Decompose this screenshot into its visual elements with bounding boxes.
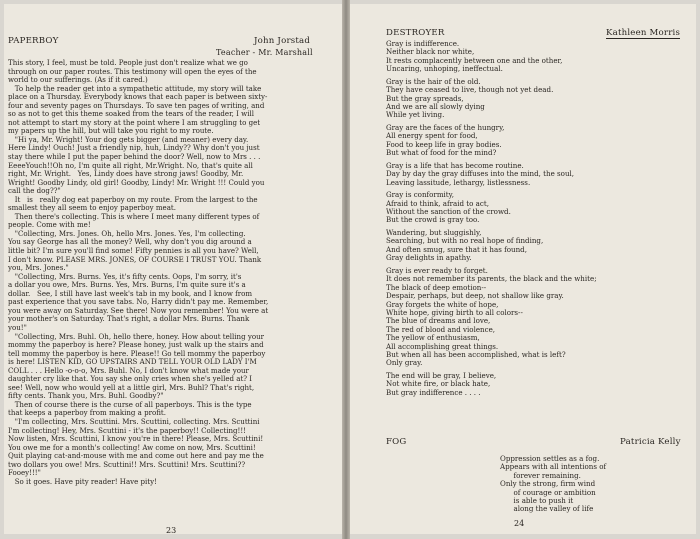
stanza: Gray is the hair of the old. They have ceased to live, though not yet dead. But the gray spreads, And we are all slowly dying While yet living. (386, 76, 554, 120)
left-page (4, 4, 342, 534)
stanza: Wandering, but sluggishly, Searching, but with no real hope of finding, And often smug, sure that it has found, Gray delights in apathy. (386, 228, 544, 263)
stanza: Gray is ever ready to forget. It does not remember its parents, the black and the white; The black of deep emotion-- Despair, perhaps, but deep, not shallow like gray. Gray forgets the white of hope, White hope, giving birth to all colors-- The blue of dreams and love, The red of blood and violence, The yellow of enthusiasm, All accomplishing great things. But when all has been accomplished, what is left? Only gray. (386, 265, 597, 368)
stanza: Gray are the faces of the hungry, All energy spent for food, Food to keep life in gray bodies. But what of food for the mind? (386, 123, 505, 158)
story-dedication: Teacher - Mr. Marshall (216, 48, 313, 57)
poem-destroyer-author: Kathleen Morris (606, 28, 681, 38)
story-body: This story, I feel, must be told. People just don't realize what we go through on our paper routes. This testimony will open the eyes of the world to our sufferings. (As if it cared.) To help the reader get into a sympathetic attitude, my story will take place on a Thursday. Everybody knows that each paper is between sixty- four and seventy pages on Thursdays. To save ten pages of writing, and so as not to get this theme soaked from the tears of the reader, I will not attempt to start my story at the point where I am struggling to get my papers up the hill, but will take you right to my route. "Hi ya, Mr. Wright! Your dog gets bigger (and meaner) every day. Here Lindy! Ouch! Just a friendly nip, huh, Lindy?? Why don't you just stay there while I put the paper behind the door? Well, now to Mrs . . . EeeeYouch!!Oh no, I'm quite all right, Mr.Wright. No, that's quite all right, Mr. Wright. Yes, Lindy does have strong jaws! Goodby, Mr. Wright! Goodby Lindy, old girl! Goodby, Lindy! Mr. Wright !!! Could you call the dog??" It is really dog eat paperboy on my route. From the largest to the smallest they all seem to enjoy paperboy meat. Then there's collecting. This is where I meet many different types of people. Come with me! "Collecting, Mrs. Jones. Oh, hello Mrs. Jones. Yes, I'm collecting. You say George has all the money? Well, why don't you dig around a little bit? I'm sure you'll find some! Fifty pennies is all you have? Well, I don't know. PLEASE MRS. JONES, OF COURSE I TRUST YOU. Thank you, Mrs. Jones." "Collecting, Mrs. Burns. Yes, it's fifty cents. Oops, I'm sorry, it's a dollar you owe, Mrs. Burns. Yes, Mrs. Burns, I'm quite sure it's a dollar. See, I still have last week's tab in my book, and I know from past experience that you save tabs. No, Harry didn't pay me. Remember, you were away on Saturday. See there! Now you remember! You were at your mother's on Saturday. That's right, a dollar Mrs. Burns. Thank you!" "Collecting, Mrs. Buhl. Oh, hello there, honey. How about telling your mommy the paperboy is here? Please honey, just walk up the stairs and tell mommy the paperboy is here. Please!! Go tell mommy the paperboy is here! LISTEN KID, GO UPSTAIRS AND TELL YOUR OLD LADY I'M COLL . . . Hello -o-o-o, Mrs. Buhl. No, I don't know what made your daughter cry like that. You say she only cries when she's yelled at? I see! Well, now who would yell at a little girl, Mrs. Buhl? That's right, fifty cents. Thank you, Mrs. Buhl. Goodby?" Then of course there is the curse of all paperboys. This is the type that keeps a paperboy from making a profit. "I'm collecting, Mrs. Scuttini. Mrs. Scuttini, collecting. Mrs. Scuttini I'm collecting! Hey, Mrs. Scuttini - it's the paperboy!! Collecting!!! Now listen, Mrs. Scuttini, I know you're in there! Please, Mrs. Scuttini! You owe me for a month's collecting! Aw come on now, Mrs. Scuttini! Quit playing cat-and-mouse with me and come out here and pay me the two dollars you owe! Mrs. Scuttini!! Mrs. Scuttini! Mrs. Scuttini?? Fooey!!!" So it goes. Have pity reader! Have pity! (8, 58, 269, 486)
poem-fog-author: Patricia Kelly (620, 437, 681, 447)
book-gutter (342, 0, 350, 539)
stanza: Gray is a life that has become routine. Day by day the gray diffuses into the mind, the soul, Leaving lassitude, lethargy, listlessness. (386, 160, 575, 187)
stanza: The end will be gray, I believe, Not white fire, or black hate, But gray indifference . . . . (386, 370, 497, 397)
poem-destroyer-body (386, 40, 597, 401)
poem-fog-title: FOG (386, 437, 407, 447)
page-number-left: 23 (166, 526, 177, 534)
stanza: Gray is indifference. Neither black nor white, It rests complacently between one and the other, Uncaring, unhoping, ineffectual. (386, 39, 563, 74)
poem-fog-body: Oppression settles as a fog. Appears with all intentions of forever remaining. Only the strong, firm wind of courage or ambition is able to push it along the valley of life (500, 454, 607, 514)
right-page (350, 4, 696, 534)
page-number-right: 24 (514, 519, 525, 528)
stanza: Gray is conformity, Afraid to think, afraid to act, Without the sanction of the crowd. But the crowd is gray too. (386, 190, 511, 225)
story-title: PAPERBOY (8, 36, 59, 46)
story-author: John Jorstad (254, 36, 311, 46)
poem-destroyer-title: DESTROYER (386, 28, 445, 38)
